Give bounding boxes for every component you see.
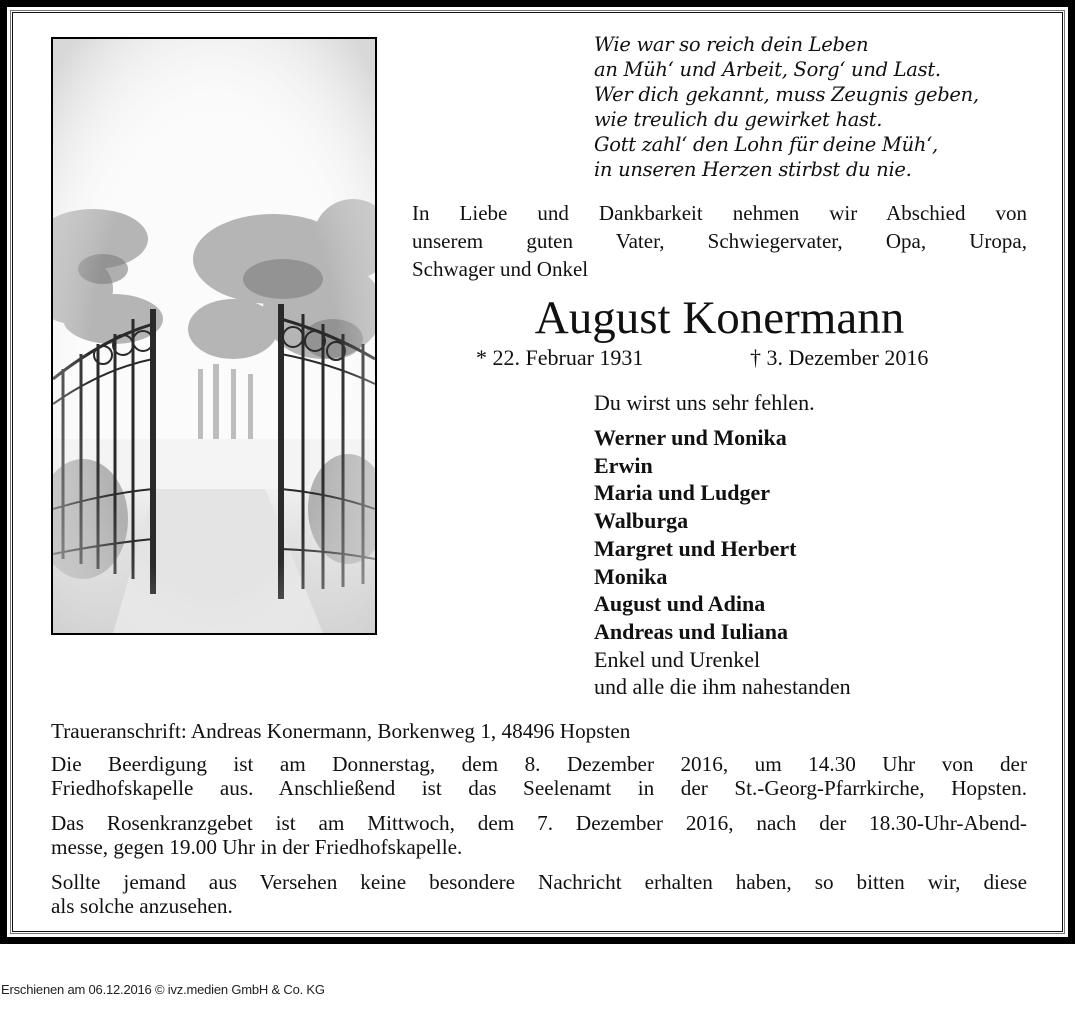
poem-line: Gott zahl‘ den Lohn für deine Müh‘, <box>594 133 938 156</box>
mourner-name: Monika <box>594 563 668 589</box>
rosary-line: messe, gegen 19.00 Uhr in der Friedhofskapelle. <box>51 835 463 859</box>
mourner-name: Margret und Herbert <box>594 535 797 561</box>
funeral-line: Die Beerdigung ist am Donnerstag, dem 8. Dezember 2016, um 14.30 Uhr von der <box>51 752 1027 776</box>
mourner-name: Maria und Ludger <box>594 480 771 506</box>
intro-line: In Liebe und Dankbarkeit nehmen wir Abschied von <box>412 201 1027 225</box>
address-line: Traueranschrift: Andreas Konermann, Borkenweg 1, 48496 Hopsten <box>51 719 631 743</box>
mourner-group: Enkel und Urenkel <box>594 646 761 672</box>
intro-line: Schwager und Onkel <box>412 257 589 281</box>
cemetery-gate-image <box>51 37 377 635</box>
poem-line: Wer dich gekannt, muss Zeugnis geben, <box>594 83 979 106</box>
birth-date: * 22. Februar 1931 <box>476 345 644 370</box>
poem-line: in unseren Herzen stirbst du nie. <box>594 158 912 181</box>
notice-info <box>51 870 1027 918</box>
poem-line: Wie war so reich dein Leben <box>594 33 869 56</box>
funeral-info <box>51 752 1027 800</box>
mourner-name: Erwin <box>594 452 653 478</box>
funeral-line: Friedhofskapelle aus. Anschließend ist das Seelenamt in der St.-Georg-Pfarrkirche, Hopsten. <box>51 776 1027 800</box>
intro-line: unserem guten Vater, Schwiegervater, Opa, Uropa, <box>412 229 1027 253</box>
poem <box>594 32 979 182</box>
deceased-name: August Konermann <box>534 292 905 344</box>
poem-line: wie treulich du gewirket hast. <box>594 108 883 131</box>
mourner-name: August und Adina <box>594 591 766 617</box>
death-date: † 3. Dezember 2016 <box>750 345 929 370</box>
rosary-info <box>51 811 1027 859</box>
mourner-name: Walburga <box>594 508 689 534</box>
mourner-name: Werner und Monika <box>594 425 787 450</box>
mourner-name: Andreas und Iuliana <box>594 618 789 644</box>
notice-line: Sollte jemand aus Versehen keine besondere Nachricht erhalten haben, so bitten wir, diese <box>51 870 1027 894</box>
mourning-address <box>51 719 1027 743</box>
mourners-list <box>594 424 851 701</box>
publication-footer: Erschienen am 06.12.2016 © ivz.medien GmbH & Co. KG <box>1 982 325 997</box>
poem-line: an Müh‘ und Arbeit, Sorg‘ und Last. <box>594 58 941 81</box>
gate-illustration-icon <box>53 39 375 633</box>
closing-line: Du wirst uns sehr fehlen. <box>594 390 815 415</box>
rosary-line: Das Rosenkranzgebet ist am Mittwoch, dem 7. Dezember 2016, nach der 18.30-Uhr-Abend- <box>51 811 1027 835</box>
notice-line: als solche anzusehen. <box>51 894 233 918</box>
intro-text <box>412 199 1027 283</box>
mourner-group: und alle die ihm nahestanden <box>594 674 851 700</box>
